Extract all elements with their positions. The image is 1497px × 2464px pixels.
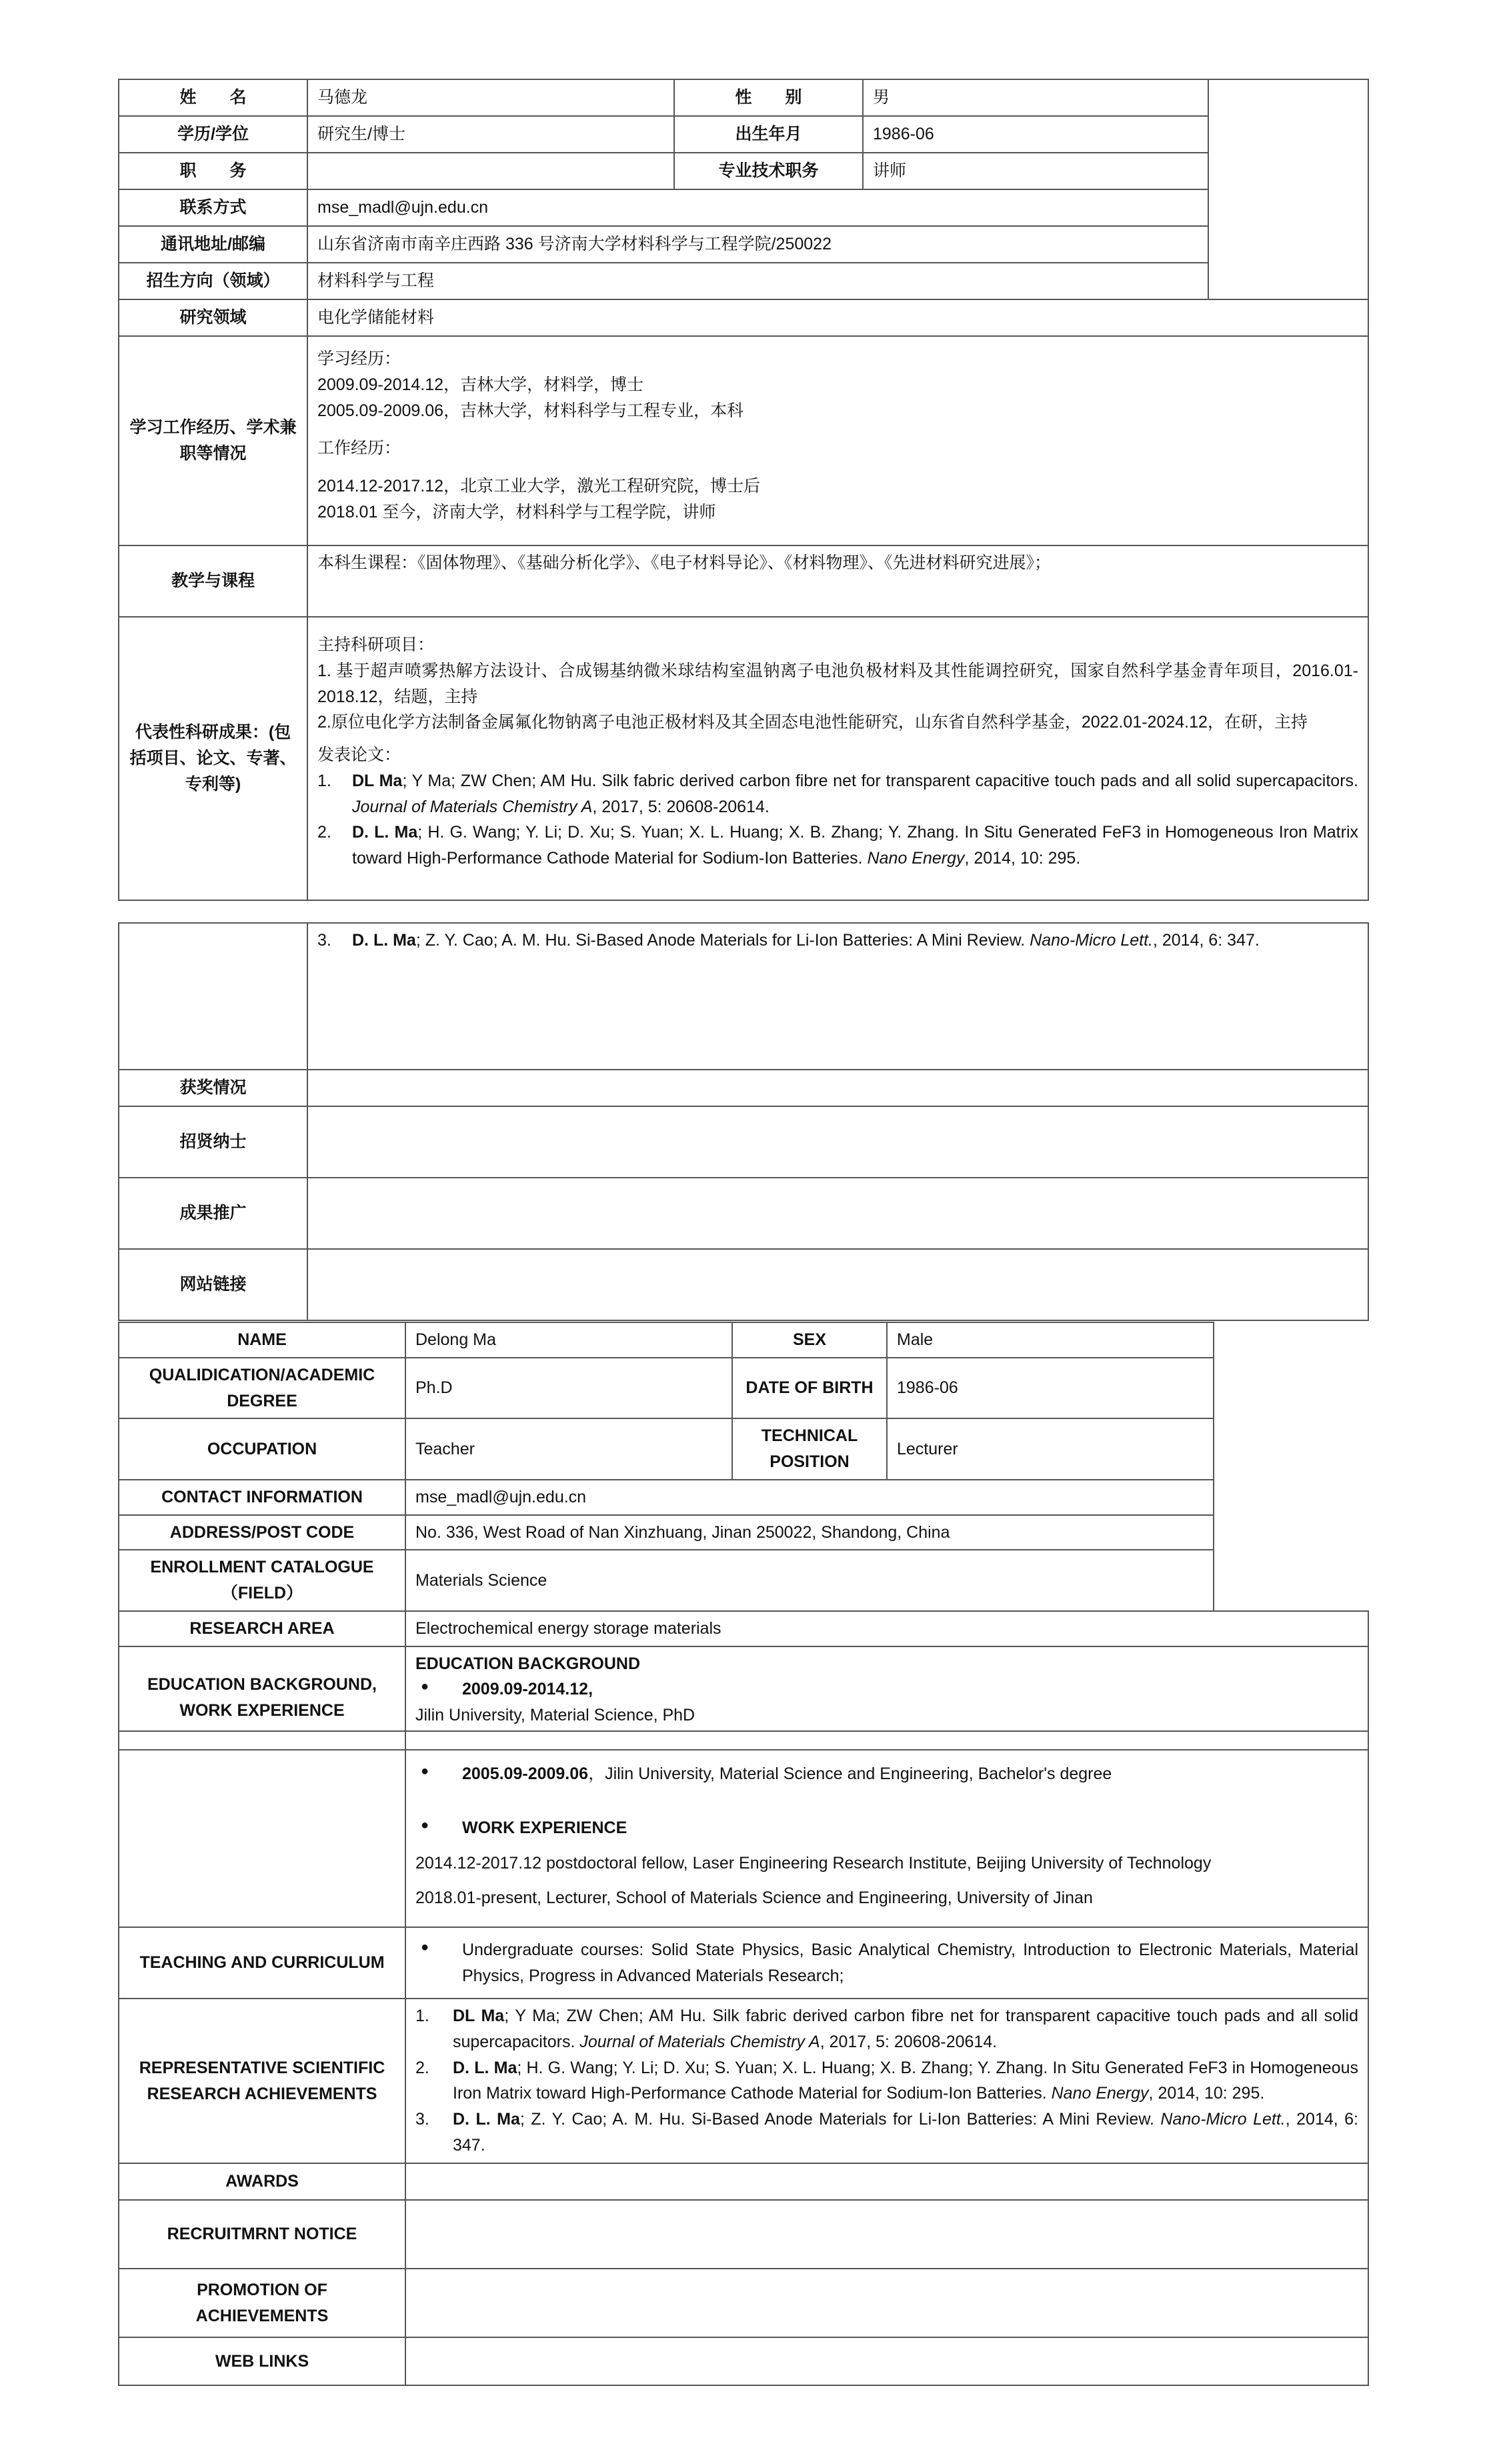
en-sex-label: SEX [732,1322,887,1358]
paper-tail: , 2017, 5: 20608-20614. [592,797,770,816]
paper-journal: Journal of Materials Chemistry A [579,2032,820,2051]
work-item: 2018.01 至今，济南大学，材料科学与工程学院，讲师 [317,502,716,521]
paper-journal: Nano Energy [1051,2084,1149,2103]
en-teaching-item: ● Undergraduate courses: Solid State Physics, Basic Analytical Chemistry, Introduction to Electronic Materials, Material Physics, Progress in Advanced Materials Research; [415,1937,1358,1989]
degree-value: 研究生/博士 [307,116,674,153]
web-links-label: 网站链接 [119,1249,307,1320]
en-occupation-value: Teacher [405,1418,732,1480]
paper-author-bold: D. L. Ma [352,823,418,842]
en-paper-item [415,2003,1358,2055]
en-paper-item [415,2107,1358,2159]
en-education-heading: EDUCATION BACKGROUND [415,1654,641,1673]
en-birth-label: DATE OF BIRTH [732,1358,887,1419]
en-experience-label: EDUCATION BACKGROUND, WORK EXPERIENCE [119,1646,405,1750]
en-teaching-content [405,1927,1368,1999]
paper-tail: , 2014, 10: 295. [964,849,1081,868]
paper-item [317,928,1358,954]
paper-text: ; Y Ma; ZW Chen; AM Hu. Silk fabric derived carbon fibre net for transparent capacitive touch pads and all solid supercapacitors. [453,2007,1358,2051]
en-degree-value: Ph.D [405,1358,732,1419]
en-work-item: 2018.01-present, Lecturer, School of Materials Science and Engineering, University of Jinan [415,1889,1093,1908]
experience-content [307,336,1368,545]
en-degree-label: QUALIDICATION/ACADEMIC DEGREE [119,1358,405,1419]
study-heading: 学习经历： [317,349,401,368]
paper-text: ; Z. Y. Cao; A. M. Hu. Si-Based Anode Materials for Li-Ion Batteries: A Mini Review. [519,2110,1161,2129]
project-heading: 主持科研项目： [317,636,435,654]
en-education-desc: Jilin University, Material Science, PhD [415,1706,695,1724]
paper-text: ; H. G. Wang; Y. Li; D. Xu; S. Yuan; X. L. Huang; X. B. Zhang; Y. Zhang. In Situ Generated FeF3 in Homogeneous Iron Matrix toward High-Performance Cathode Material for Sodium-Ion Batteries. [352,823,1358,868]
en-name-value: Delong Ma [405,1322,732,1358]
en-web-links-label: WEB LINKS [119,2337,405,2385]
paper-number: 3. [415,2110,429,2129]
paper-author-bold: D. L. Ma [453,2110,520,2129]
en-birth-value: 1986-06 [887,1358,1214,1419]
en-contact-label: CONTACT INFORMATION [119,1480,405,1515]
teaching-value: 本科生课程：《固体物理》、《基础分析化学》、《电子材料导论》、《材料物理》、《先进材料研究进展》； [307,545,1368,617]
en-enroll-value: Materials Science [405,1550,1214,1611]
title-value: 讲师 [863,153,1208,189]
en-work-heading-item [415,1815,1358,1841]
paper-item [317,768,1358,820]
study-item: 2009.09-2014.12，吉林大学，材料学，博士 [317,375,644,394]
teaching-label: 教学与课程 [119,545,307,617]
paper-number: 3. [317,931,331,950]
paper-author-bold: DL Ma [453,2007,505,2025]
paper-tail: , 2014, 10: 295. [1148,2084,1265,2103]
study-item: 2005.09-2009.06，吉林大学，材料科学与工程专业，本科 [317,401,744,420]
name-value: 马德龙 [307,79,674,116]
birth-label: 出生年月 [674,116,863,153]
en-promotion-label: PROMOTION OF ACHIEVEMENTS [119,2269,405,2337]
cn-profile-table-1 [118,79,1369,901]
en-sex-value: Male [887,1322,1214,1358]
paper-tail: , 2017, 5: 20608-20614. [820,2032,998,2051]
enroll-label: 招生方向（领域） [119,263,307,299]
en-work-item: 2014.12-2017.12 postdoctoral fellow, Laser Engineering Research Institute, Beijing University of Technology [415,1853,1212,1873]
paper-text: ; Y Ma; ZW Chen; AM Hu. Silk fabric derived carbon fibre net for transparent capacitive touch pads and all solid supercapacitors. [402,771,1358,790]
en-achievements-content [405,1999,1368,2163]
paper-author-bold: DL Ma [352,771,403,790]
recruit-label: 招贤纳士 [119,1106,307,1178]
birth-value: 1986-06 [863,116,1208,153]
project-item: 2.原位电化学方法制备金属氟化物钠离子电池正极材料及其全固态电池性能研究，山东省自然科学基金，2022.01-2024.12，在研，主持 [317,713,1308,732]
achievements-label: 代表性科研成果：(包括项目、论文、专著、专利等) [119,617,307,900]
en-name-label: NAME [119,1322,405,1358]
recruit-value [307,1106,1368,1178]
awards-label: 获奖情况 [119,1070,307,1106]
paper-journal: Nano Energy [867,849,965,868]
degree-label: 学历/学位 [119,116,307,153]
en-education-item [415,1676,1358,1702]
en-paper-item [415,2055,1358,2107]
paper-item [317,820,1358,872]
research-label: 研究领域 [119,299,307,336]
paper-number: 2. [317,823,331,842]
en-recruit-label: RECRUITMRNT NOTICE [119,2200,405,2269]
paper-heading: 发表论文： [317,746,401,764]
en-technical-label: TECHNICAL POSITION [732,1418,887,1480]
en-research-label: RESEARCH AREA [119,1611,405,1646]
work-item: 2014.12-2017.12，北京工业大学，激光工程研究院，博士后 [317,477,761,495]
awards-value [307,1070,1368,1106]
name-label: 姓 名 [119,79,307,116]
en-achievements-label: REPRESENTATIVE SCIENTIFIC RESEARCH ACHIEVEMENTS [119,1999,405,2163]
en-photo-cell [1214,1322,1368,1611]
enroll-value: 材料科学与工程 [307,263,1208,299]
project-item: 1. 基于超声喷雾热解方法设计、合成锡基纳微米球结构室温钠离子电池负极材料及其性能调控研究，国家自然科学基金青年项目，2016.01-2018.12，结题，主持 [317,661,1358,706]
en-address-value: No. 336, West Road of Nan Xinzhuang, Jinan 250022, Shandong, China [405,1515,1214,1550]
paper-tail: , 2014, 6: 347. [1152,931,1260,950]
en-technical-value: Lecturer [887,1418,1214,1480]
sex-value: 男 [863,79,1208,116]
promotion-label: 成果推广 [119,1178,307,1249]
en-web-links-value [405,2337,1368,2385]
paper-number: 2. [415,2058,429,2077]
en-enroll-label: ENROLLMENT CATALOGUE（FIELD） [119,1550,405,1611]
sex-label: 性 别 [674,79,863,116]
web-links-value [307,1249,1368,1320]
en-occupation-label: OCCUPATION [119,1418,405,1480]
address-label: 通讯地址/邮编 [119,226,307,263]
en-profile-table-1 [118,1322,1369,1750]
en-work-heading: WORK EXPERIENCE [462,1818,627,1837]
paper-author-bold: D. L. Ma [453,2058,517,2077]
en-research-value: Electrochemical energy storage materials [405,1611,1368,1646]
en-contact-value: mse_madl@ujn.edu.cn [405,1480,1214,1515]
paper-text: ; H. G. Wang; Y. Li; D. Xu; S. Yuan; X. L. Huang; X. B. Zhang; Y. Zhang. In Situ Generated FeF3 in Homogeneous Iron Matrix toward High-Performance Cathode Material for Sodium-Ion Batteries. [453,2058,1358,2103]
post-label: 职 务 [119,153,307,189]
promotion-value [307,1178,1368,1249]
en-profile-table-2 [118,1730,1369,2386]
paper-number: 1. [317,771,331,790]
paper-journal: Nano-Micro Lett. [1160,2110,1286,2129]
post-value [307,153,674,189]
photo-cell [1208,79,1368,299]
achievements-content [307,617,1368,900]
contact-label: 联系方式 [119,189,307,226]
paper-journal: Journal of Materials Chemistry A [352,797,593,816]
en-teaching-label: TEACHING AND CURRICULUM [119,1927,405,1999]
en-awards-value [405,2163,1368,2200]
en-awards-label: AWARDS [119,2163,405,2200]
en-education-date: 2005.09-2009.06 [462,1764,589,1783]
en-address-label: ADDRESS/POST CODE [119,1515,405,1550]
experience-label: 学习工作经历、学术兼职等情况 [119,336,307,545]
cn-profile-table-2 [118,922,1369,1321]
en-recruit-value [405,2200,1368,2269]
paper-continuation [307,923,1368,1070]
en-continuation-label [119,1731,405,1927]
work-heading: 工作经历： [317,439,401,458]
paper-author-bold: D. L. Ma [352,931,416,950]
research-value: 电化学储能材料 [307,299,1368,336]
contact-value: mse_madl@ujn.edu.cn [307,189,1208,226]
en-promotion-value [405,2269,1368,2337]
paper-number: 1. [415,2007,429,2025]
en-experience-continuation [405,1731,1368,1927]
address-value: 山东省济南市南辛庄西路 336 号济南大学材料科学与工程学院/250022 [307,226,1208,263]
paper-tail: , 2014, 6: 347. [453,2110,1359,2155]
title-label: 专业技术职务 [674,153,863,189]
continuation-label [119,923,307,1070]
en-education-item [415,1761,1358,1787]
paper-journal: Nano-Micro Lett. [1030,931,1153,950]
en-education-desc: ，Jilin University, Material Science and Engineering, Bachelor's degree [588,1764,1112,1783]
paper-text: ; Z. Y. Cao; A. M. Hu. Si-Based Anode Materials for Li-Ion Batteries: A Mini Review. [415,931,1030,950]
en-education-date: 2009.09-2014.12, [462,1680,593,1699]
